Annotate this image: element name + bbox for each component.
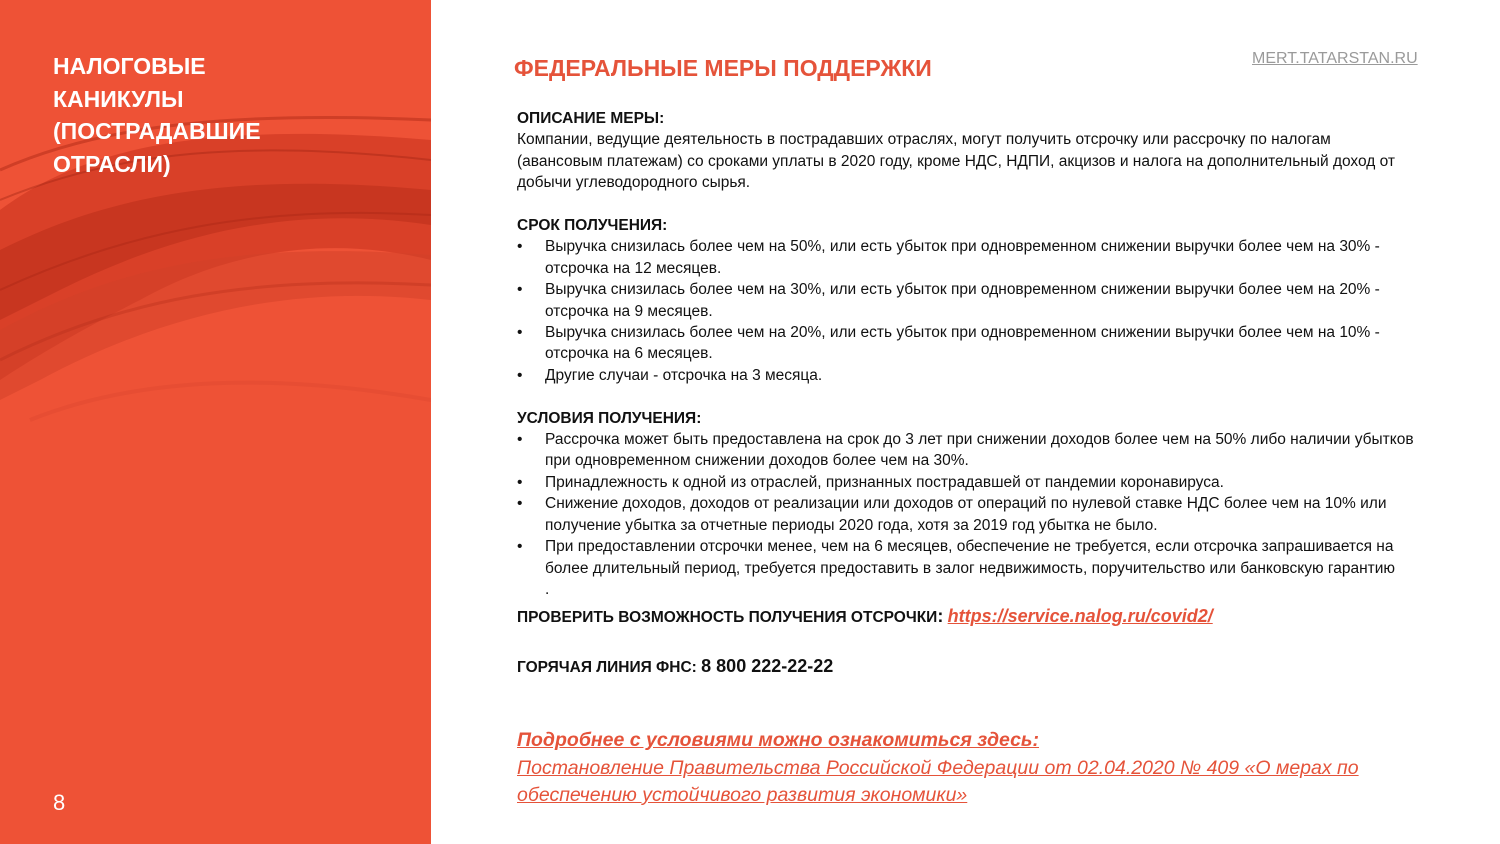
section-title-line: КАНИКУЛЫ <box>53 85 184 112</box>
hotline-label: ГОРЯЧАЯ ЛИНИЯ ФНС: <box>517 658 697 676</box>
conditions-list <box>517 429 1417 579</box>
check-label: ПРОВЕРИТЬ ВОЗМОЖНОСТЬ ПОЛУЧЕНИЯ ОТСРОЧКИ <box>517 609 938 627</box>
content <box>517 108 1417 678</box>
check-colon: : <box>937 606 944 627</box>
section-title-line: НАЛОГОВЫЕ <box>53 53 206 79</box>
check-line <box>517 606 1417 628</box>
description-text: Компании, ведущие деятельность в пострадавших отраслях, могут получить отсрочку или рассрочку по налогам (авансовым платежам) со сроками уплаты в 2020 году, кроме НДС, НДПИ, акцизов и налога на дополнительный доход от добычи углеводородного сырья. <box>517 131 1396 192</box>
hotline-phone: 8 800 222-22-22 <box>701 655 834 676</box>
site-link[interactable]: MERT.TATARSTAN.RU <box>1252 50 1418 67</box>
list-item: • Рассрочка может быть предоставлена на срок до 3 лет при снижении доходов более чем на 50% либо наличии убытков при одновременном снижении доходов более чем на 30%. <box>517 429 1417 472</box>
list-item: • Снижение доходов, доходов от реализации или доходов от операций по нулевой ставке НДС более чем на 10% или получение убытка за отчетные периоды 2020 года, хотя за 2019 год убытка не было. <box>517 493 1417 536</box>
term-heading: СРОК ПОЛУЧЕНИЯ: <box>517 217 668 235</box>
section-title-line: (ПОСТРАДАВШИЕ <box>53 118 261 144</box>
list-item: • При предоставлении отсрочки менее, чем на 6 месяцев, обеспечение не требуется, если отсрочка запрашивается на более длительный период, требуется предоставить в залог недвижимость, поручительство или банковскую гарантию <box>517 536 1417 579</box>
section-title <box>53 50 313 180</box>
list-item: • Выручка снизилась более чем на 50%, или есть убыток при одновременном снижении выручки более чем на 30% - отсрочка на 12 месяцев. <box>517 236 1417 279</box>
more-info <box>517 727 1447 810</box>
hotline <box>517 656 1417 678</box>
page-number: 8 <box>53 790 66 815</box>
description-heading: ОПИСАНИЕ МЕРЫ: <box>517 110 665 127</box>
trailing-dot: . <box>545 580 550 598</box>
list-item: • Выручка снизилась более чем на 20%, или есть убыток при одновременном снижении выручки более чем на 10% - отсрочка на 6 месяцев. <box>517 322 1417 365</box>
section-title-line: ОТРАСЛИ) <box>53 150 171 177</box>
list-item: • Принадлежность к одной из отраслей, признанных пострадавшей от пандемии коронавируса. <box>517 472 1417 493</box>
page-title: ФЕДЕРАЛЬНЫЕ МЕРЫ ПОДДЕРЖКИ <box>514 55 932 81</box>
list-item: • Выручка снизилась более чем на 30%, или есть убыток при одновременном снижении выручки более чем на 20% - отсрочка на 9 месяцев. <box>517 279 1417 322</box>
decree-link[interactable]: Постановление Правительства Российской Федерации от 02.04.2020 № 409 «О мерах по обеспечению устойчивого развития экономики» <box>517 756 1359 806</box>
more-info-link[interactable]: Подробнее с условиями можно ознакомиться здесь: <box>517 729 1040 751</box>
list-item: • Другие случаи - отсрочка на 3 месяца. <box>517 365 1417 386</box>
left-panel <box>0 0 431 844</box>
term-list <box>517 236 1417 386</box>
conditions-heading: УСЛОВИЯ ПОЛУЧЕНИЯ: <box>517 409 702 427</box>
nalog-service-link[interactable]: https://service.nalog.ru/covid2/ <box>947 606 1213 627</box>
